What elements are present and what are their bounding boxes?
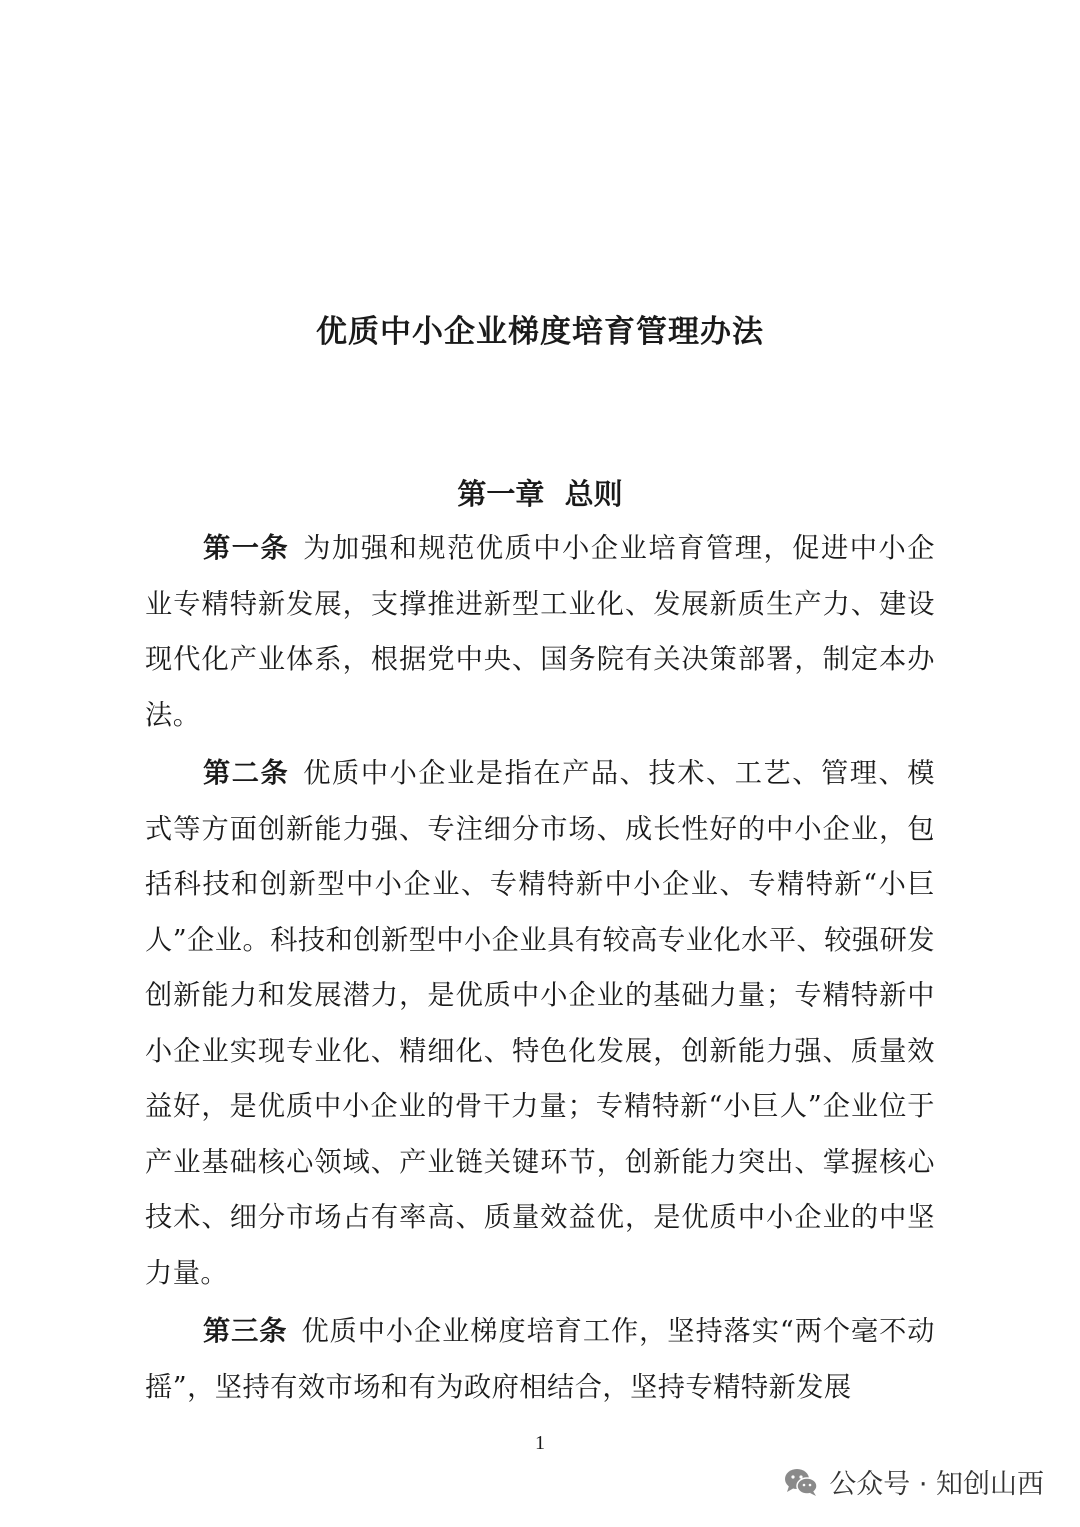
article-label: 第三条 bbox=[203, 1316, 288, 1347]
article-text: 优质中小企业是指在产品、技术、工艺、管理、模式等方面创新能力强、专注细分市场、成长性好的中小企业，包括科技和创新型中小企业、专精特新中小企业、专精特新“小巨人”企业。科技和创新型中小企业具有较高专业化水平、较强研发创新能力和发展潜力，是优质中小企业的基础力量；专精特新中小企业实现专业化、精细化、特色化发展，创新能力强、质量效益好，是优质中小企业的骨干力量；专精特新“小巨人”企业位于产业基础核心领域、产业链关键环节，创新能力突出、掌握核心技术、细分市场占有率高、质量效益优，是优质中小企业的中坚力量。 bbox=[145, 758, 935, 1289]
page-number: 1 bbox=[535, 1432, 545, 1454]
wechat-icon bbox=[783, 1467, 819, 1497]
article-label: 第二条 bbox=[203, 758, 290, 789]
article-text: 为加强和规范优质中小企业培育管理，促进中小企业专精特新发展，支撑推进新型工业化、发展新质生产力、建设现代化产业体系，根据党中央、国务院有关决策部署，制定本办法。 bbox=[145, 533, 935, 731]
chapter-title: 第一章 总则 bbox=[457, 477, 623, 511]
watermark bbox=[783, 1462, 1044, 1501]
document-title: 优质中小企业梯度培育管理办法 bbox=[316, 314, 764, 350]
article-text: 优质中小企业梯度培育工作，坚持落实“两个毫不动摇”，坚持有效市场和有为政府相结合，坚持专精特新发展 bbox=[145, 1316, 935, 1403]
document-body bbox=[145, 521, 935, 1415]
article-label: 第一条 bbox=[203, 533, 290, 564]
watermark-text: 公众号 · 知创山西 bbox=[829, 1469, 1044, 1500]
article-1 bbox=[145, 521, 935, 743]
article-2 bbox=[145, 746, 935, 1301]
article-3 bbox=[145, 1304, 935, 1415]
